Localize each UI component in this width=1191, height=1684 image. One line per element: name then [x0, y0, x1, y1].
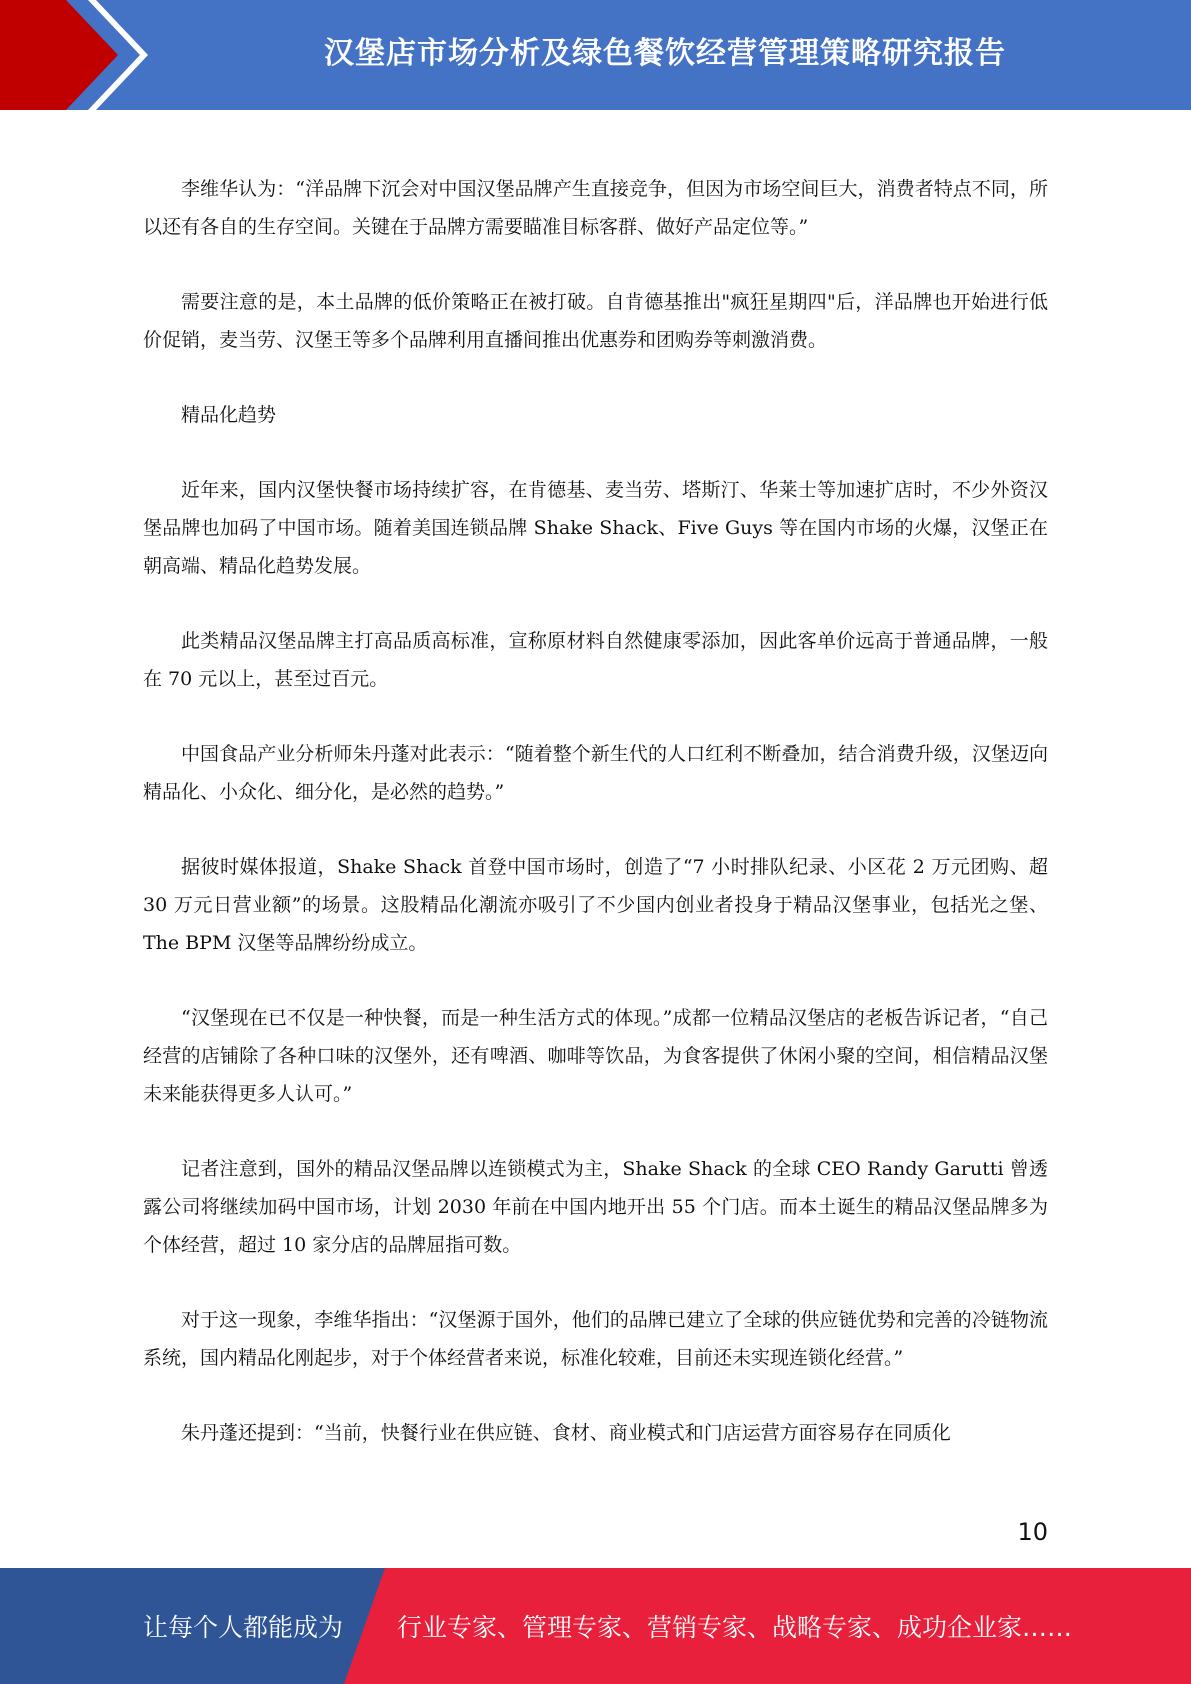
report-title: 汉堡店市场分析及绿色餐饮经营管理策略研究报告	[324, 36, 1006, 71]
paragraph: 记者注意到，国外的精品汉堡品牌以连锁模式为主，Shake Shack 的全球 CEO Randy Garutti 曾透露公司将继续加码中国市场，计划 2030 年前在中国内地开出 55 个门店。而本土诞生的精品汉堡品牌多为个体经营，超过 10 家分店的品牌屈指可数。	[143, 1158, 1048, 1256]
paragraph: 此类精品汉堡品牌主打高品质高标准，宣称原材料自然健康零添加，因此客单价远高于普通品牌，一般在 70 元以上，甚至过百元。	[143, 630, 1048, 690]
section-heading: 精品化趋势	[181, 404, 277, 426]
paragraph: 据彼时媒体报道，Shake Shack 首登中国市场时，创造了“7 小时排队纪录、小区花 2 万元团购、超 30 万元日营业额”的场景。这股精品化潮流亦吸引了不少国内创业者投身于精品汉堡事业，包括光之堡、The BPM 汉堡等品牌纷纷成立。	[143, 856, 1048, 954]
footer-slogan-left: 让每个人都能成为	[143, 1613, 344, 1642]
paragraph: 对于这一现象，李维华指出：“汉堡源于国外，他们的品牌已建立了全球的供应链优势和完善的冷链物流系统，国内精品化刚起步，对于个体经营者来说，标准化较难，目前还未实现连锁化经营。”	[143, 1309, 1048, 1369]
header-banner	[0, 0, 1191, 110]
page-number: 10	[1017, 1518, 1048, 1546]
paragraph: 李维华认为：“洋品牌下沉会对中国汉堡品牌产生直接竞争，但因为市场空间巨大，消费者特点不同，所以还有各自的生存空间。关键在于品牌方需要瞄准目标客群、做好产品定位等。”	[143, 178, 1048, 238]
paragraph: 中国食品产业分析师朱丹蓬对此表示：“随着整个新生代的人口红利不断叠加，结合消费升级，汉堡迈向精品化、小众化、细分化，是必然的趋势。”	[143, 743, 1048, 803]
paragraph: 需要注意的是，本土品牌的低价策略正在被打破。自肯德基推出"疯狂星期四"后，洋品牌也开始进行低价促销，麦当劳、汉堡王等多个品牌利用直播间推出优惠券和团购券等刺激消费。	[143, 291, 1048, 351]
footer-banner	[0, 1568, 1191, 1684]
document-body	[143, 170, 1048, 1489]
paragraph: “汉堡现在已不仅是一种快餐，而是一种生活方式的体现。”成都一位精品汉堡店的老板告诉记者，“自己经营的店铺除了各种口味的汉堡外，还有啤酒、咖啡等饮品，为食客提供了休闲小聚的空间，相信精品汉堡未来能获得更多人认可。”	[143, 1007, 1048, 1105]
paragraph: 近年来，国内汉堡快餐市场持续扩容，在肯德基、麦当劳、塔斯汀、华莱士等加速扩店时，不少外资汉堡品牌也加码了中国市场。随着美国连锁品牌 Shake Shack、Five Guys 等在国内市场的火爆，汉堡正在朝高端、精品化趋势发展。	[143, 479, 1048, 577]
footer-slogan-right: 行业专家、管理专家、营销专家、战略专家、成功企业家……	[397, 1613, 1073, 1642]
paragraph: 朱丹蓬还提到：“当前，快餐行业在供应链、食材、商业模式和门店运营方面容易存在同质化	[181, 1422, 951, 1444]
